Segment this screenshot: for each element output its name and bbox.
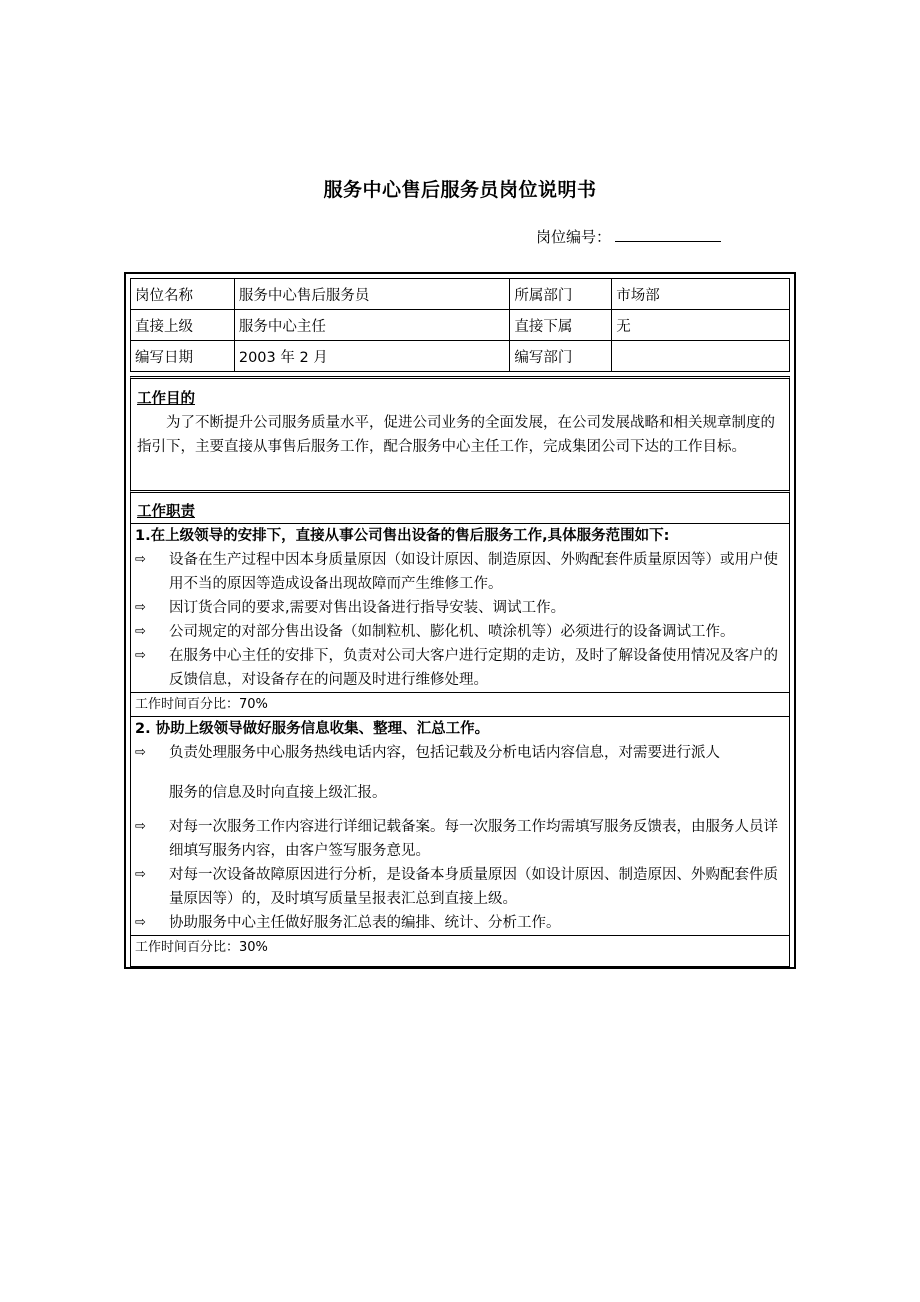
label-cell: 编写部门 (510, 341, 612, 372)
label-cell: 编写日期 (131, 341, 235, 372)
post-number-label: 岗位编号： (536, 228, 612, 246)
value-cell: 无 (612, 310, 790, 341)
label-cell: 直接下属 (510, 310, 612, 341)
list-item-continuation: 服务的信息及时向直接上级汇报。 (169, 785, 387, 801)
table-row (131, 341, 790, 372)
arrow-icon: ⇨ (135, 915, 146, 930)
label-cell: 直接上级 (131, 310, 235, 341)
duty-item-2-heading: 2. 协助上级领导做好服务信息收集、整理、汇总工作。 (135, 721, 490, 737)
value-cell: 服务中心售后服务员 (234, 279, 510, 310)
value-cell (612, 341, 790, 372)
list-item: ⇨ 负责处理服务中心服务热线电话内容，包括记载及分析电话内容信息，对需要进行派人 (131, 741, 789, 765)
time-percentage-1: 工作时间百分比：70% (131, 692, 789, 716)
arrow-icon: ⇨ (135, 552, 146, 567)
post-number-blank (615, 226, 721, 242)
duty-item-1 (131, 523, 789, 692)
basic-info-table (130, 278, 790, 372)
label-cell: 岗位名称 (131, 279, 235, 310)
list-item: ⇨ 因订货合同的要求,需要对售出设备进行指导安装、调试工作。 (131, 596, 789, 620)
purpose-text: 为了不断提升公司服务质量水平，促进公司业务的全面发展，在公司发展战略和相关规章制度的指引下，主要直接从事售后服务工作，配合服务中心主任工作，完成集团公司下达的工作目标。 (137, 415, 775, 455)
list-item: ⇨ 在服务中心主任的安排下，负责对公司大客户进行定期的走访，及时了解设备使用情况及客户的反馈信息，对设备存在的问题及时进行维修处理。 (131, 644, 789, 692)
job-description-frame (124, 272, 796, 969)
value-cell: 服务中心主任 (234, 310, 510, 341)
list-item: ⇨ 设备在生产过程中因本身质量原因（如设计原因、制造原因、外购配套件质量原因等）或用户使用不当的原因等造成设备出现故障而产生维修工作。 (131, 548, 789, 596)
list-item: ⇨ 协助服务中心主任做好服务汇总表的编排、统计、分析工作。 (131, 911, 789, 935)
arrow-icon: ⇨ (135, 819, 146, 834)
arrow-icon: ⇨ (135, 648, 146, 663)
label-cell: 所属部门 (510, 279, 612, 310)
duties-section (130, 490, 790, 967)
list-item: ⇨ 对每一次服务工作内容进行详细记载备案。每一次服务工作均需填写服务反馈表，由服务人员详细填写服务内容，由客户签写服务意见。 (131, 815, 789, 863)
arrow-icon: ⇨ (135, 624, 146, 639)
document-title: 服务中心售后服务员岗位说明书 (323, 179, 597, 201)
purpose-section (130, 376, 790, 490)
list-item: ⇨ 公司规定的对部分售出设备（如制粒机、膨化机、喷涂机等）必须进行的设备调试工作。 (131, 620, 789, 644)
post-number-field (536, 226, 721, 247)
job-description-body (130, 278, 790, 955)
table-row (131, 310, 790, 341)
table-row (131, 279, 790, 310)
arrow-icon: ⇨ (135, 600, 146, 615)
arrow-icon: ⇨ (135, 867, 146, 882)
arrow-icon: ⇨ (135, 745, 146, 760)
duty-item-1-heading: 1.在上级领导的安排下，直接从事公司售出设备的售后服务工作,具体服务范围如下: (135, 528, 670, 544)
purpose-heading: 工作目的 (137, 391, 195, 407)
value-cell: 市场部 (612, 279, 790, 310)
duty-item-2 (131, 716, 789, 935)
value-cell: 2003 年 2 月 (234, 341, 510, 372)
list-item: ⇨ 对每一次设备故障原因进行分析，是设备本身质量原因（如设计原因、制造原因、外购配套件质量原因等）的，及时填写质量呈报表汇总到直接上级。 (131, 863, 789, 911)
time-percentage-2: 工作时间百分比：30% (131, 935, 789, 959)
duties-heading: 工作职责 (137, 504, 195, 520)
